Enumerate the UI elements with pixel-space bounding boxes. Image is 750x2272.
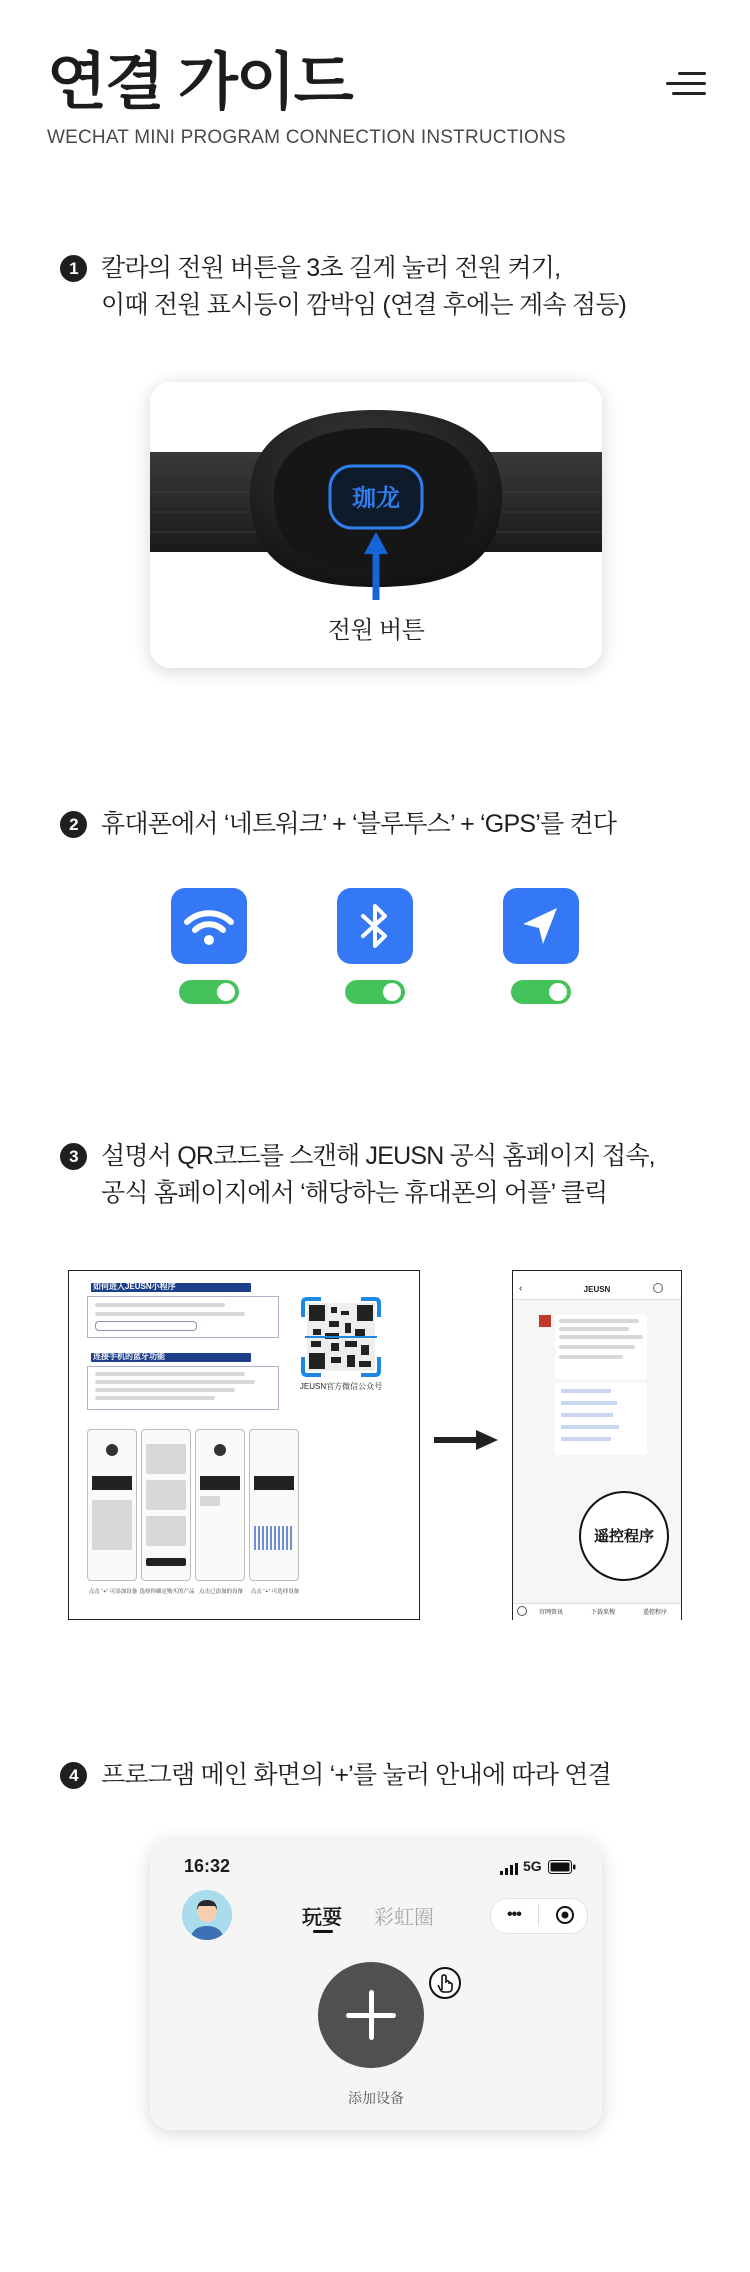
step-3-text (60, 1138, 655, 1212)
manual-phone-3 (195, 1429, 245, 1581)
page-subtitle: WECHAT MINI PROGRAM CONNECTION INSTRUCTIONS (47, 127, 566, 148)
chat-menu-2[interactable]: 下载来搜 (591, 1610, 616, 1616)
step-2-line-1: 휴대폰에서 ‘네트워크’ + ‘블루투스’ + ‘GPS’를 켠다 (101, 810, 617, 838)
manual-page (68, 1270, 420, 1620)
status-time: 16:32 (184, 1856, 231, 1876)
avatar[interactable] (182, 1890, 232, 1940)
chat-header-title: JEUSN (583, 1285, 611, 1294)
manual-caption-4: 点击 “+” 可选择设备 (250, 1589, 300, 1595)
menu-icon[interactable] (666, 72, 706, 98)
step-3-number: 3 (60, 1143, 87, 1170)
step-1-line-1: 칼라의 전원 버튼을 3초 길게 눌러 전원 켜기, (101, 254, 561, 282)
wifi-icon[interactable] (171, 888, 247, 964)
manual-caption-1: 点击 “+” 可添加设备 (88, 1589, 138, 1595)
profile-icon[interactable] (653, 1283, 663, 1293)
step-4-number: 4 (60, 1762, 87, 1789)
step-4-line-1: 프로그램 메인 화면의 ‘+’를 눌러 안내에 따라 연결 (101, 1761, 611, 1789)
arrow-right-icon (434, 1428, 498, 1457)
gps-toggle[interactable] (511, 980, 571, 1004)
step-2-number: 2 (60, 811, 87, 838)
step-1-line-2: 이때 전원 표시등이 깜박임 (연결 후에는 계속 점등) (101, 291, 627, 319)
qr-caption: JEUSN官方微信公众号 (299, 1382, 383, 1391)
signal-icon (500, 1862, 520, 1880)
step-3-line-2: 공식 홈페이지에서 ‘해당하는 휴대폰의 어플’ 클릭 (101, 1179, 608, 1207)
step-4-text (60, 1757, 611, 1794)
device-image-card (150, 382, 602, 668)
step-2-text (60, 806, 616, 843)
step-1-number: 1 (60, 255, 87, 282)
chat-phone-screenshot (512, 1270, 682, 1620)
network-label: 5G (523, 1858, 542, 1874)
device-logo: 珈龙 (352, 484, 400, 512)
tab-play[interactable]: 玩耍 (302, 1907, 342, 1929)
app-screen-card (150, 1840, 602, 2130)
power-button-label: 전원 버튼 (327, 617, 425, 644)
manual-caption-2: 选择你确定购买的产品 (139, 1589, 195, 1595)
hand-tap-icon (428, 1966, 462, 2000)
callout-label: 遥控程序 (593, 1528, 654, 1545)
location-arrow-icon[interactable] (503, 888, 579, 964)
bluetooth-toggle[interactable] (345, 980, 405, 1004)
manual-phone-4 (249, 1429, 299, 1581)
battery-icon (548, 1860, 576, 1879)
manual-caption-3: 点击已添加的设备 (198, 1589, 243, 1595)
bluetooth-icon[interactable] (337, 888, 413, 964)
chat-menu-1[interactable]: 官网资讯 (539, 1610, 564, 1616)
keyboard-icon[interactable] (517, 1606, 527, 1616)
add-device-label: 添加设备 (348, 2090, 404, 2106)
add-device-button[interactable] (318, 1962, 424, 2068)
step-1-text (60, 250, 626, 324)
back-chevron-icon[interactable]: ‹ (519, 1283, 523, 1294)
tab-rainbow[interactable]: 彩虹圈 (374, 1907, 434, 1929)
manual-box2-title: 连接手机的蓝牙功能 (93, 1352, 165, 1361)
chat-menu-3[interactable]: 遥控程序 (643, 1610, 668, 1616)
more-options-icon[interactable]: ••• (507, 1906, 521, 1923)
qr-code[interactable] (301, 1297, 381, 1377)
manual-phone-2 (141, 1429, 191, 1581)
page-title: 연결 가이드 (47, 48, 352, 117)
manual-box1-title: 如何进入JEUSN小程序 (93, 1282, 176, 1291)
step-3-line-1: 설명서 QR코드를 스캔해 JEUSN 공식 홈페이지 접속, (101, 1142, 655, 1170)
manual-phone-1 (87, 1429, 137, 1581)
close-target-icon[interactable] (555, 1905, 575, 1925)
wifi-toggle[interactable] (179, 980, 239, 1004)
